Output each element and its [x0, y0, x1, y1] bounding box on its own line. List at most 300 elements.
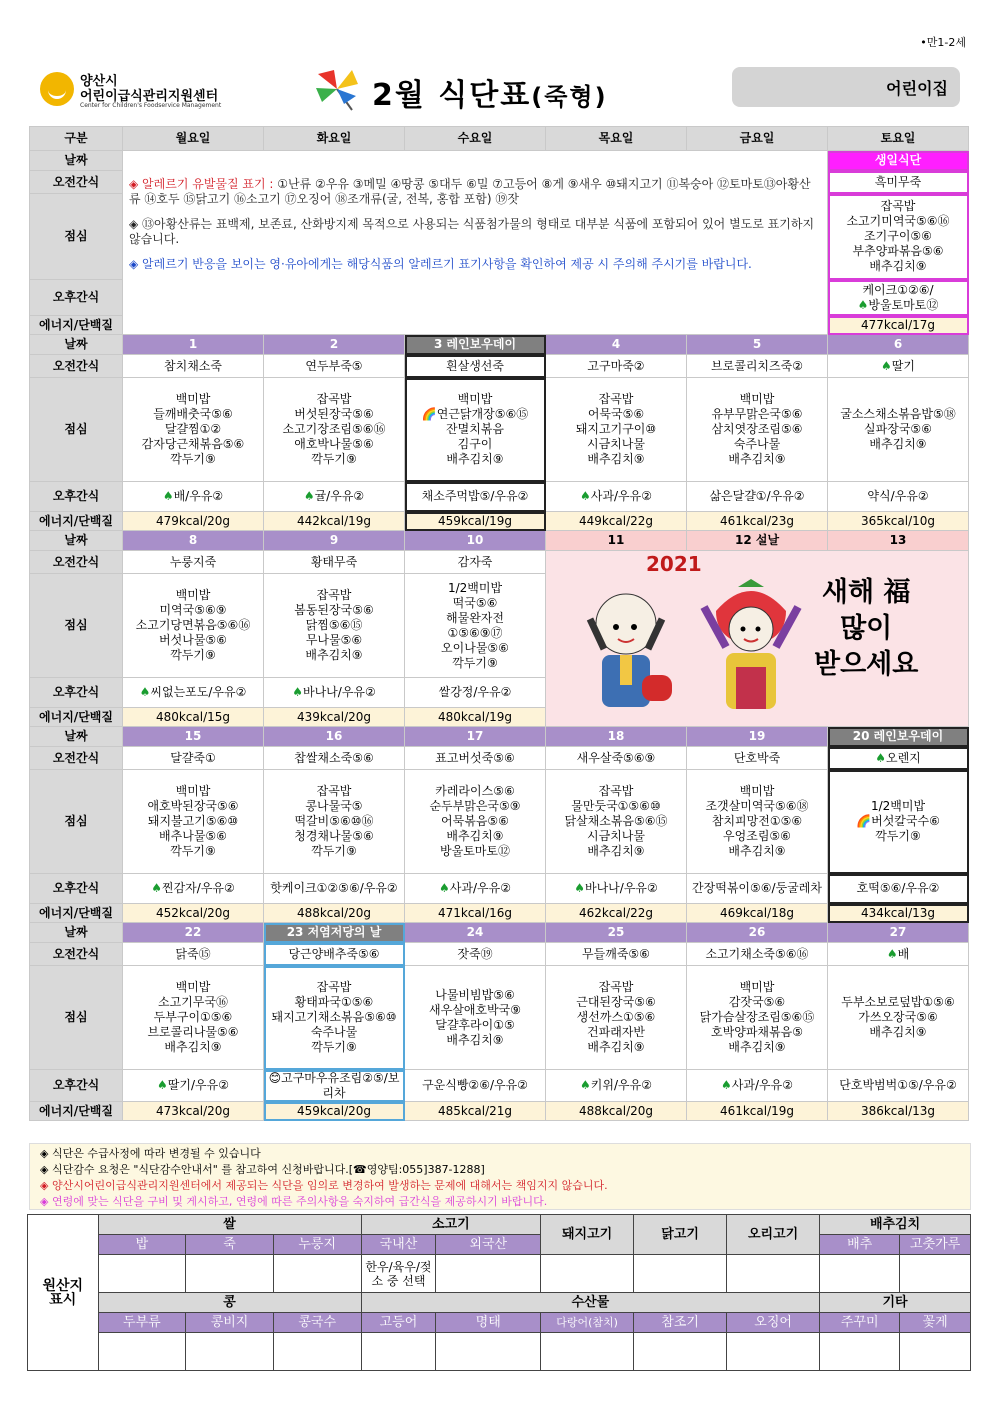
lunch-item: 배추김치⑨ [587, 1040, 645, 1054]
pm-snack: 단호박범벅①⑤/우유② [828, 1070, 969, 1102]
lunch-menu [264, 770, 405, 874]
date-cell: 24 [405, 923, 546, 943]
am-snack: 연두부죽⑤ [264, 355, 405, 378]
origin-input[interactable] [98, 1255, 186, 1293]
am-snack: 당근양배추죽⑤⑥ [264, 943, 405, 966]
lunch-item: 배추김치⑨ [728, 452, 786, 466]
lunch-item: 돼지불고기⑤⑥⑩ [147, 814, 239, 828]
lunch-item: 생선까스①⑤⑥ [576, 1010, 656, 1024]
pm-snack: 간장떡볶이⑤⑥/둥굴레차 [687, 874, 828, 904]
lunch-menu [828, 194, 969, 280]
date-cell: 19 [687, 727, 828, 747]
origin-input[interactable] [820, 1333, 900, 1371]
pm-snack: ♠딸기/우유② [123, 1070, 264, 1102]
energy-value: 459kcal/20g [264, 1102, 405, 1121]
am-snack: 무들깨죽⑤⑥ [546, 943, 687, 966]
lunch-item: 배추김치⑨ [446, 1032, 504, 1047]
origin-sub: 오징어 [727, 1313, 820, 1333]
date-cell: 2 [264, 335, 405, 355]
lunch-item: 🌈연근닭개장⑤⑥⑮ [421, 407, 529, 421]
reaction-note: ◈ 알레르기 반응을 보이는 영·유아에게는 해당식품의 알레르기 표기사항을 확인하여 제공 시 주의해 주시기를 바랍니다. [129, 257, 752, 271]
lunch-menu [123, 378, 264, 482]
lunch-item: 버섯된장국⑤⑥ [294, 407, 374, 421]
origin-input[interactable] [436, 1333, 541, 1371]
lunch-item: 콩나물국⑤ [305, 799, 363, 813]
lunch-item: 배추김치⑨ [869, 259, 927, 273]
am-snack: 새우살죽⑤⑥⑨ [546, 747, 687, 770]
lunch-menu [828, 378, 969, 482]
date-cell: 27 [828, 923, 969, 943]
am-snack: 흑미무죽 [828, 171, 969, 194]
energy-value: 461kcal/19g [687, 1102, 828, 1121]
lunch-item: 깍두기⑨ [311, 452, 357, 466]
lunch-item: 백미밥 [739, 784, 775, 798]
lunch-item: 1/2백미밥 [870, 799, 926, 813]
lunch-item: 두부구이①⑤⑥ [153, 1010, 233, 1024]
header-day: 월요일 [123, 127, 264, 151]
origin-group-rice: 쌀 [98, 1215, 361, 1235]
lunch-item: 잡곡밥 [316, 588, 352, 602]
origin-sub: 배추 [820, 1235, 900, 1255]
row-label-energy: 에너지/단백질 [30, 708, 123, 727]
lunch-item: 소고기미역국⑤⑥⑯ [846, 214, 950, 228]
date-cell: 8 [123, 531, 264, 551]
tree-icon: ♠ [139, 685, 151, 699]
lunch-item: 애호박된장국⑤⑥ [147, 799, 239, 813]
lunch-item: 1/2백미밥 [447, 580, 503, 595]
pm-snack: 삶은달걀①/우유② [687, 482, 828, 512]
row-label-lunch: 점심 [30, 966, 123, 1070]
pm-snack: ♠귤/우유② [264, 482, 405, 512]
note-line: ◈ 양산시어린이급식관리지원센터에서 제공되는 식단을 임의로 변경하여 발생하는 문제에 대해서는 책임지지 않습니다. [40, 1179, 608, 1192]
lunch-item: 닭찜⑤⑥⑮ [305, 618, 363, 632]
date-cell: 15 [123, 727, 264, 747]
lunch-item: 깍두기⑨ [311, 1040, 357, 1054]
tree-icon: ♠ [881, 358, 892, 373]
date-cell: 20 레인보우데이 [828, 727, 969, 747]
am-snack: ♠오렌지 [828, 747, 969, 770]
origin-input[interactable] [186, 1333, 274, 1371]
row-label-pm: 오후간식 [30, 678, 123, 708]
note-line: ◈ 식단감수 요청은 "식단감수안내서" 를 참고하여 신청바랍니다.[☎영양팀:055]387-1288] [40, 1163, 485, 1176]
origin-group-beef: 소고기 [361, 1215, 541, 1235]
lunch-item: 배추김치⑨ [446, 829, 504, 843]
tree-icon: ♠ [886, 946, 898, 961]
lunch-item: 깍두기⑨ [311, 844, 357, 858]
date-cell: 10 [405, 531, 546, 551]
lunch-item: 돼지고기구이⑩ [575, 422, 657, 436]
boy-illustration-icon [576, 579, 686, 719]
tree-icon: ♠ [574, 881, 585, 895]
title-main: 2월 식단표 [372, 78, 532, 113]
lunch-item: 브로콜리나물⑤⑥ [147, 1025, 239, 1039]
origin-group-duck: 오리고기 [727, 1215, 820, 1255]
org-name: 어린이급식관리지원센터 [80, 89, 219, 104]
lunch-menu [828, 966, 969, 1070]
lunch-item: 백미밥 [175, 392, 211, 406]
energy-value: 477kcal/17g [828, 316, 969, 335]
lunar-new-year-banner [546, 551, 969, 727]
tree-icon: ♠ [162, 489, 174, 503]
am-snack: 고구마죽② [546, 355, 687, 378]
origin-sub: 고등어 [361, 1313, 436, 1333]
row-label-pm: 오후간식 [30, 874, 123, 904]
lunch-menu [546, 378, 687, 482]
date-cell: 23 저염저당의 날 [264, 923, 405, 943]
lunch-item: 유부무맑은국⑤⑥ [711, 407, 803, 421]
lunch-item: 굴소스채소볶음밥⑤⑱ [840, 407, 956, 421]
lunch-menu [828, 770, 969, 874]
pm-snack: ♠사과/우유② [687, 1070, 828, 1102]
origin-sub: 다랑어(참치) [541, 1313, 634, 1333]
strawberry-girl-illustration-icon [696, 577, 806, 717]
row-label-date: 날짜 [30, 727, 123, 747]
lunch-item: 근대된장국⑤⑥ [576, 995, 656, 1009]
energy-value: 459kcal/19g [405, 512, 546, 531]
row-label-energy: 에너지/단백질 [30, 904, 123, 923]
am-snack: 표고버섯죽⑤⑥ [405, 747, 546, 770]
pm-snack: 😊고구마우유조림②⑤/보리차 [264, 1070, 405, 1102]
date-cell: 26 [687, 923, 828, 943]
energy-value: 452kcal/20g [123, 904, 264, 923]
lunch-item: 배추김치⑨ [164, 1040, 222, 1054]
lunch-item: 물만둣국①⑤⑥⑩ [571, 799, 661, 813]
tree-icon: ♠ [151, 881, 162, 895]
pm-snack [828, 280, 969, 316]
lunch-item: 우엉조림⑤⑥ [723, 829, 791, 843]
lunch-menu [123, 770, 264, 874]
origin-sub: 고춧가루 [900, 1235, 971, 1255]
row-label-lunch: 점심 [30, 574, 123, 678]
date-cell: 9 [264, 531, 405, 551]
rainbow-icon: 🌈 [856, 814, 872, 828]
lunch-item: 실파장국⑤⑥ [864, 422, 932, 436]
title-sub: (죽형) [531, 83, 608, 111]
banner-year: 2021 [646, 552, 702, 576]
lunch-item: 배추김치⑨ [728, 844, 786, 858]
lunch-item: 깍두기⑨ [452, 655, 498, 670]
lunch-item: 들깨배춧국⑤⑥ [153, 407, 233, 421]
lunch-item: 배추김치⑨ [587, 844, 645, 858]
lunch-item: 깍두기⑨ [170, 452, 216, 466]
origin-input[interactable] [98, 1333, 186, 1371]
tree-icon: ♠ [875, 750, 886, 765]
lunch-item: 잡곡밥 [316, 392, 352, 406]
lunch-menu [546, 770, 687, 874]
date-cell: 18 [546, 727, 687, 747]
date-cell: 25 [546, 923, 687, 943]
lunch-menu [123, 966, 264, 1070]
origin-group-seafood: 수산물 [361, 1293, 820, 1313]
page-title [372, 70, 608, 114]
date-cell: 6 [828, 335, 969, 355]
row-label-date: 날짜 [30, 151, 123, 171]
origin-input[interactable] [727, 1333, 820, 1371]
lunch-item: 배추김치⑨ [446, 452, 504, 466]
lunch-item: 감자당근채볶음⑤⑥ [141, 437, 245, 451]
lunch-menu [264, 574, 405, 678]
energy-value: 479kcal/20g [123, 512, 264, 531]
lunch-item: 건파래자반 [587, 1025, 645, 1039]
pm-snack: ♠찐감자/우유② [123, 874, 264, 904]
row-label-am: 오전간식 [30, 943, 123, 966]
lunch-item: 잡곡밥 [316, 784, 352, 798]
am-snack: 참치채소죽 [123, 355, 264, 378]
lunch-menu [405, 770, 546, 874]
lunch-item: 백미밥 [457, 392, 493, 406]
lunch-item: 닭가슴살장조림⑤⑥⑮ [699, 1010, 815, 1024]
row-label-date: 날짜 [30, 335, 123, 355]
row-label-pm: 오후간식 [30, 280, 123, 316]
origin-sub: 명태 [436, 1313, 541, 1333]
origin-group-etc: 기타 [820, 1293, 971, 1313]
row-label-lunch: 점심 [30, 770, 123, 874]
origin-sub: 콩국수 [273, 1313, 361, 1333]
tree-icon: ♠ [580, 1078, 591, 1092]
lunch-item: 닭살채소볶음⑤⑥⑮ [564, 814, 668, 828]
lunch-item: 청경채나물⑤⑥ [294, 829, 374, 843]
origin-sub: 콩비지 [186, 1313, 274, 1333]
lunch-item: 깍두기⑨ [875, 829, 921, 843]
lunch-item: 두부소보로덮밥①⑤⑥ [841, 995, 955, 1009]
beef-origin-note: 한우/육우/젖소 중 선택 [361, 1255, 436, 1293]
row-label-date: 날짜 [30, 923, 123, 943]
origin-input[interactable] [634, 1255, 727, 1293]
origin-input[interactable] [186, 1255, 274, 1293]
org-name-city: 양산시 [80, 74, 118, 89]
pm-snack: 구운식빵②⑥/우유② [405, 1070, 546, 1102]
daycare-label: 어린이집 [886, 79, 948, 98]
origin-input[interactable] [273, 1255, 361, 1293]
sulfite-note: ◈ ⑬아황산류는 표백제, 보존료, 산화방지제 목적으로 사용되는 식품첨가물의 형태로 대부분 식품에 포함되어 있어 별도로 표기하지 않습니다. [129, 217, 815, 246]
origin-input[interactable] [727, 1255, 820, 1293]
allergy-list: ①난류 ②우유 ③메밀 ④땅콩 ⑤대두 ⑥밀 ⑦고등어 ⑧게 ⑨새우 ⑩돼지고기 ⑪복숭아 ⑫토마토⑬아황산류 ⑭호두 ⑮닭고기 ⑯소고기 ⑰오징어 ⑱조개류(굴, 전복, 홍합 포함) ⑲잣 [129, 177, 811, 206]
date-cell: 3 레인보우데이 [405, 335, 546, 355]
energy-value: 365kcal/10g [828, 512, 969, 531]
tree-icon: ♠ [857, 297, 869, 312]
lunch-item: 김구이 [457, 437, 493, 451]
am-snack: 찹쌀채소죽⑤⑥ [264, 747, 405, 770]
lunch-item: 돼지고기채소볶음⑤⑥⑩ [271, 1010, 397, 1024]
lunch-menu [123, 574, 264, 678]
origin-sub: 두부류 [98, 1313, 186, 1333]
pm-snack: ♠사과/우유② [546, 482, 687, 512]
am-snack: 단호박죽 [687, 747, 828, 770]
origin-input[interactable] [900, 1255, 971, 1293]
origin-input[interactable] [541, 1255, 634, 1293]
tree-icon: ♠ [292, 685, 303, 699]
lunch-item: 소고기장조림⑤⑥⑯ [282, 422, 386, 436]
lunch-item: 배추김치⑨ [728, 1040, 786, 1054]
daycare-name-box [732, 67, 960, 107]
date-cell: 16 [264, 727, 405, 747]
lunch-item: 시금치나물 [587, 829, 645, 843]
origin-input[interactable] [273, 1333, 361, 1371]
lunch-item: 잡곡밥 [316, 980, 352, 994]
origin-input[interactable] [436, 1255, 541, 1293]
energy-value: 449kcal/22g [546, 512, 687, 531]
smile-logo-icon [40, 72, 74, 106]
row-label-lunch: 점심 [30, 194, 123, 280]
lunch-menu [687, 966, 828, 1070]
header-day: 수요일 [405, 127, 546, 151]
energy-value: 471kcal/16g [405, 904, 546, 923]
lunch-item: 배추나물⑤⑥ [159, 829, 227, 843]
note-line: ◈ 식단은 수급사정에 따라 변경될 수 있습니다 [40, 1147, 261, 1160]
lunch-item: 잡곡밥 [598, 784, 634, 798]
am-snack: 황태무죽 [264, 551, 405, 574]
row-label-energy: 에너지/단백질 [30, 1102, 123, 1121]
face-icon: 😊 [268, 1070, 282, 1085]
pm-snack: 핫케이크①②⑤⑥/우유② [264, 874, 405, 904]
energy-value: 480kcal/15g [123, 708, 264, 727]
energy-value: 473kcal/20g [123, 1102, 264, 1121]
energy-value: 442kcal/19g [264, 512, 405, 531]
allergy-title: ◈ 알레르기 유발물질 표기 : [129, 177, 274, 191]
row-label-energy: 에너지/단백질 [30, 512, 123, 531]
lunch-item: 무나물⑤⑥ [305, 633, 363, 647]
lunch-menu [264, 966, 405, 1070]
lunch-item: 깍두기⑨ [170, 648, 216, 662]
energy-value: 434kcal/13g [828, 904, 969, 923]
pinwheel-icon [312, 66, 362, 112]
allergy-notes [123, 151, 828, 335]
lunch-item: 나물비빔밥⑤⑥ [435, 987, 515, 1002]
energy-value: 469kcal/18g [687, 904, 828, 923]
birthday-menu-label: 생일식단 [828, 151, 969, 171]
date-cell: 4 [546, 335, 687, 355]
am-snack: ♠배 [828, 943, 969, 966]
lunch-item: 어묵국⑤⑥ [587, 407, 645, 421]
pm-item: ♠방울토마토⑫ [857, 297, 939, 312]
lunch-item: 배추김치⑨ [869, 1025, 927, 1039]
pm-snack: ♠바나나/우유② [546, 874, 687, 904]
origin-input[interactable] [900, 1333, 971, 1371]
date-cell: 22 [123, 923, 264, 943]
am-snack: 잣죽⑲ [405, 943, 546, 966]
pm-snack: ♠씨없는포도/우유② [123, 678, 264, 708]
lunch-item: 소고기무국⑯ [158, 995, 228, 1009]
date-cell: 13 [828, 531, 969, 551]
lunch-item: 가쓰오장국⑤⑥ [858, 1010, 938, 1024]
lunch-item: 숙주나물 [733, 437, 781, 451]
energy-value: 461kcal/23g [687, 512, 828, 531]
energy-value: 386kcal/13g [828, 1102, 969, 1121]
origin-sub: 꽃게 [900, 1313, 971, 1333]
lunch-item: 황태파국①⑤⑥ [294, 995, 374, 1009]
row-label-am: 오전간식 [30, 355, 123, 378]
lunch-menu [687, 770, 828, 874]
lunch-menu [546, 966, 687, 1070]
origin-input[interactable] [634, 1333, 727, 1371]
origin-input[interactable] [541, 1333, 634, 1371]
energy-value: 485kcal/21g [405, 1102, 546, 1121]
lunch-item: 삼치엿장조림⑤⑥ [711, 422, 803, 436]
energy-value: 488kcal/20g [546, 1102, 687, 1121]
tree-icon: ♠ [439, 881, 450, 895]
tree-icon: ♠ [157, 1078, 168, 1092]
lunch-item: 해물완자전 [446, 610, 504, 625]
lunch-item: 애호박나물⑤⑥ [294, 437, 374, 451]
energy-value: 488kcal/20g [264, 904, 405, 923]
age-label: •만1-2세 [920, 36, 966, 49]
lunch-item: 조갯살미역국⑤⑥⑱ [705, 799, 809, 813]
tree-icon: ♠ [721, 1078, 732, 1092]
am-snack: 브로콜리치즈죽② [687, 355, 828, 378]
date-cell: 5 [687, 335, 828, 355]
tree-icon: ♠ [580, 489, 591, 503]
origin-sub: 주꾸미 [820, 1313, 900, 1333]
row-label-energy: 에너지/단백질 [30, 316, 123, 335]
lunch-item: 오이나물⑤⑥ [441, 640, 509, 655]
note-line: ◈ 연령에 맞는 식단을 구비 및 게시하고, 연령에 따른 주의사항을 숙지하여 급간식을 제공하시기 바랍니다. [40, 1195, 548, 1208]
lunch-item: ①⑤⑥⑨⑰ [447, 625, 503, 640]
lunch-item: 배추김치⑨ [305, 648, 363, 662]
pm-snack: 약식/우유② [828, 482, 969, 512]
row-label-lunch: 점심 [30, 378, 123, 482]
lunch-menu [264, 378, 405, 482]
lunch-item: 순두부맑은국⑤⑨ [429, 799, 521, 813]
date-cell: 11 [546, 531, 687, 551]
lunch-item: 잡곡밥 [880, 199, 916, 213]
origin-sub: 참조기 [634, 1313, 727, 1333]
am-snack: 흰살생선죽 [405, 355, 546, 378]
lunch-item: 깍두기⑨ [170, 844, 216, 858]
lunch-item: 감잣국⑤⑥ [728, 995, 786, 1009]
row-label-pm: 오후간식 [30, 482, 123, 512]
lunch-item: 숙주나물 [310, 1025, 358, 1039]
lunch-item: 잡곡밥 [598, 980, 634, 994]
pm-snack: ♠사과/우유② [405, 874, 546, 904]
origin-input[interactable] [820, 1255, 900, 1293]
origin-input[interactable] [361, 1333, 436, 1371]
org-name-en: Center for Children's Foodservice Management [80, 102, 222, 109]
lunch-item: 배추김치⑨ [587, 452, 645, 466]
date-cell: 17 [405, 727, 546, 747]
origin-group-chicken: 닭고기 [634, 1215, 727, 1255]
origin-sub: 죽 [186, 1235, 274, 1255]
am-snack: 감자죽 [405, 551, 546, 574]
lunch-item: 새우살애호박국⑨ [429, 1002, 521, 1017]
lunch-item: 방울토마토⑫ [440, 844, 510, 858]
date-cell: 12 설날 [687, 531, 828, 551]
row-label-am: 오전간식 [30, 747, 123, 770]
lunch-item: 버섯나물⑤⑥ [159, 633, 227, 647]
origin-group-kimchi: 배추김치 [820, 1215, 971, 1235]
lunch-item: 조기구이⑤⑥ [864, 229, 932, 243]
new-year-greeting: 새해 福 많이 받으세요 [814, 577, 919, 680]
org-logo [40, 70, 300, 112]
lunch-item: 소고기당면볶음⑤⑥⑯ [135, 618, 251, 632]
origin-table [27, 1214, 971, 1371]
lunch-item: 미역국⑤⑥⑨ [159, 603, 227, 617]
header-day: 목요일 [546, 127, 687, 151]
date-cell: 1 [123, 335, 264, 355]
lunch-item: 백미밥 [175, 784, 211, 798]
pm-snack: 쌀강정/우유② [405, 678, 546, 708]
am-snack: 달걀죽① [123, 747, 264, 770]
row-label-am: 오전간식 [30, 551, 123, 574]
lunch-item: 백미밥 [175, 588, 211, 602]
tree-icon: ♠ [303, 489, 315, 503]
lunch-item: 배추김치⑨ [869, 437, 927, 451]
lunch-menu [405, 966, 546, 1070]
header-gubun: 구분 [30, 127, 123, 151]
origin-sub: 누룽지 [273, 1235, 361, 1255]
lunch-menu [687, 378, 828, 482]
lunch-item: 백미밥 [739, 980, 775, 994]
lunch-menu [405, 574, 546, 678]
